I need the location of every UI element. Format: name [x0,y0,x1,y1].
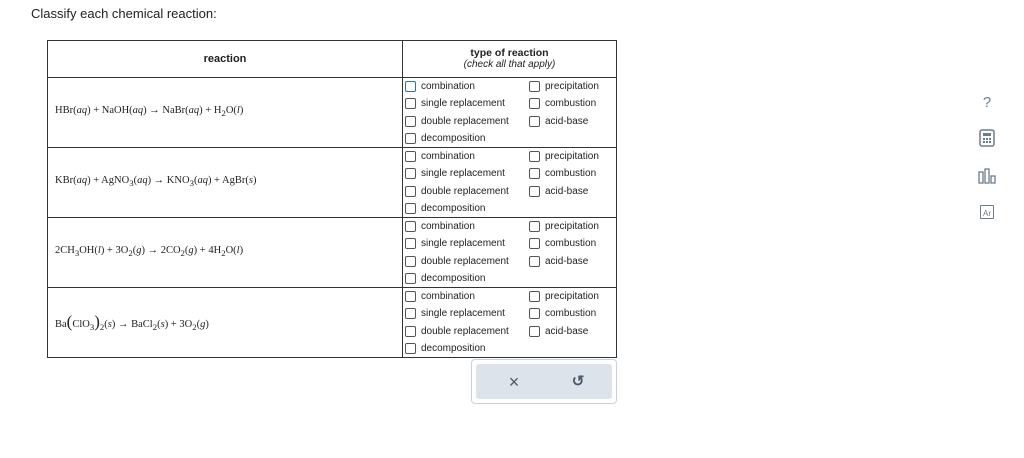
checkbox-box[interactable] [405,343,416,354]
answer-toolbar [471,359,617,404]
checkbox-box[interactable] [405,291,416,302]
checkbox-box[interactable] [529,116,540,127]
checkbox-combustion-3[interactable] [529,238,596,249]
header-type: type of reaction [470,47,549,59]
option-label: acid-base [545,186,589,197]
reaction-row-3 [48,218,616,288]
option-label: combination [421,221,475,232]
undo-button[interactable] [548,364,608,399]
reaction-cell-1 [48,78,403,147]
data-button[interactable] [976,165,998,187]
reaction-row-2 [48,148,616,218]
option-label: decomposition [421,133,486,144]
checkbox-box[interactable] [405,308,416,319]
option-label: precipitation [545,221,599,232]
option-label: combination [421,81,475,92]
reaction-equation-2: KBr(aq) + AgNO$_3$(aq) → $KNO_3(aq)$ + AgBr(s) [55,175,257,189]
checkbox-acid-base-1[interactable] [529,116,588,127]
option-label: decomposition [421,273,486,284]
checkbox-decomposition-3[interactable] [405,273,485,284]
option-label: single replacement [421,308,505,319]
checkbox-box[interactable] [405,116,416,127]
option-label: double replacement [421,186,509,197]
checkbox-combustion-2[interactable] [529,168,596,179]
checkbox-box[interactable] [529,168,540,179]
reaction-cell-2 [48,148,403,217]
checkbox-single-replacement-3[interactable] [405,238,505,249]
option-label: acid-base [545,256,589,267]
reaction-row-1 [48,78,616,148]
reaction-cell-4 [48,288,403,358]
checkbox-box[interactable] [405,81,416,92]
checkbox-box[interactable] [529,308,540,319]
close-icon: × [508,371,520,392]
checkbox-box[interactable] [529,186,540,197]
calculator-button[interactable] [976,127,998,149]
checkbox-combination-1[interactable] [405,81,475,92]
checkbox-box[interactable] [529,81,540,92]
header-type-cell [403,41,616,78]
checkbox-acid-base-2[interactable] [529,186,588,197]
checkbox-precipitation-2[interactable] [529,151,599,162]
question-prompt: Classify each chemical reaction: [31,6,217,21]
checkbox-box[interactable] [405,256,416,267]
checkbox-acid-base-4[interactable] [529,326,588,337]
reaction-cell-3 [48,218,403,287]
option-label: double replacement [421,256,509,267]
header-reaction-cell [48,41,403,78]
checkbox-combustion-4[interactable] [529,308,596,319]
checkbox-box[interactable] [405,133,416,144]
checkbox-combustion-1[interactable] [529,98,596,109]
option-label: precipitation [545,81,599,92]
checkbox-double-replacement-2[interactable] [405,186,509,197]
checkbox-box[interactable] [405,168,416,179]
reaction-options-1 [403,78,616,147]
option-label: acid-base [545,116,589,127]
checkbox-box[interactable] [405,203,416,214]
checkbox-box[interactable] [405,238,416,249]
checkbox-box[interactable] [405,98,416,109]
checkbox-combination-3[interactable] [405,221,475,232]
help-icon: ? [982,93,992,111]
checkbox-double-replacement-3[interactable] [405,256,509,267]
bar-chart-icon [978,168,996,184]
reaction-equation-4: $Ba(ClO_3)_2(s)$ → BaCl$_2$(s) + $3O_2(g)$ [55,312,209,333]
header-type-sub: (check all that apply) [463,59,556,70]
checkbox-box[interactable] [405,221,416,232]
checkbox-decomposition-2[interactable] [405,203,485,214]
option-label: combustion [545,98,597,109]
checkbox-box[interactable] [529,256,540,267]
checkbox-box[interactable] [529,326,540,337]
checkbox-double-replacement-1[interactable] [405,116,509,127]
checkbox-single-replacement-1[interactable] [405,98,505,109]
checkbox-box[interactable] [405,151,416,162]
header-reaction: reaction [203,53,247,65]
checkbox-combination-4[interactable] [405,291,475,302]
reaction-equation-1: HBr(aq) + NaOH(aq) → NaBr(aq) + $H_2O(l)$ [55,105,244,119]
checkbox-box[interactable] [529,238,540,249]
reaction-equation-3: $2CH_3OH(l) + 3O_2(g) \to 2CO_2(g) + 4H_2O(l)$ [55,245,244,259]
checkbox-box[interactable] [405,326,416,337]
periodic-table-button[interactable] [976,201,998,223]
reaction-table [47,40,617,358]
option-label: combustion [545,238,597,249]
checkbox-precipitation-3[interactable] [529,221,599,232]
checkbox-double-replacement-4[interactable] [405,326,509,337]
checkbox-decomposition-1[interactable] [405,133,485,144]
option-label: combination [421,151,475,162]
checkbox-box[interactable] [405,186,416,197]
option-label: decomposition [421,203,486,214]
checkbox-single-replacement-4[interactable] [405,308,505,319]
reaction-options-2 [403,148,616,217]
periodic-table-icon [980,205,994,219]
option-label: combustion [545,308,597,319]
help-button[interactable] [976,91,998,113]
reaction-row-4 [48,288,616,358]
checkbox-box[interactable] [529,98,540,109]
option-label: combustion [545,168,597,179]
undo-icon: ↺ [571,373,585,390]
option-label: single replacement [421,98,505,109]
option-label: precipitation [545,151,599,162]
option-label: double replacement [421,116,509,127]
clear-button[interactable] [484,364,544,399]
option-label: single replacement [421,238,505,249]
checkbox-box[interactable] [529,291,540,302]
option-label: single replacement [421,168,505,179]
checkbox-acid-base-3[interactable] [529,256,588,267]
toolbar-inner [476,364,612,399]
checkbox-box[interactable] [405,273,416,284]
checkbox-box[interactable] [529,151,540,162]
checkbox-combination-2[interactable] [405,151,475,162]
periodic-table-label: Ar [983,209,991,218]
option-label: combination [421,291,475,302]
reaction-options-3 [403,218,616,287]
calculator-icon [979,129,995,147]
checkbox-single-replacement-2[interactable] [405,168,505,179]
option-label: acid-base [545,326,589,337]
checkbox-precipitation-1[interactable] [529,81,599,92]
checkbox-precipitation-4[interactable] [529,291,599,302]
checkbox-box[interactable] [529,221,540,232]
reaction-options-4 [403,288,616,358]
option-label: precipitation [545,291,599,302]
option-label: decomposition [421,343,486,354]
option-label: double replacement [421,326,509,337]
checkbox-decomposition-4[interactable] [405,343,485,354]
